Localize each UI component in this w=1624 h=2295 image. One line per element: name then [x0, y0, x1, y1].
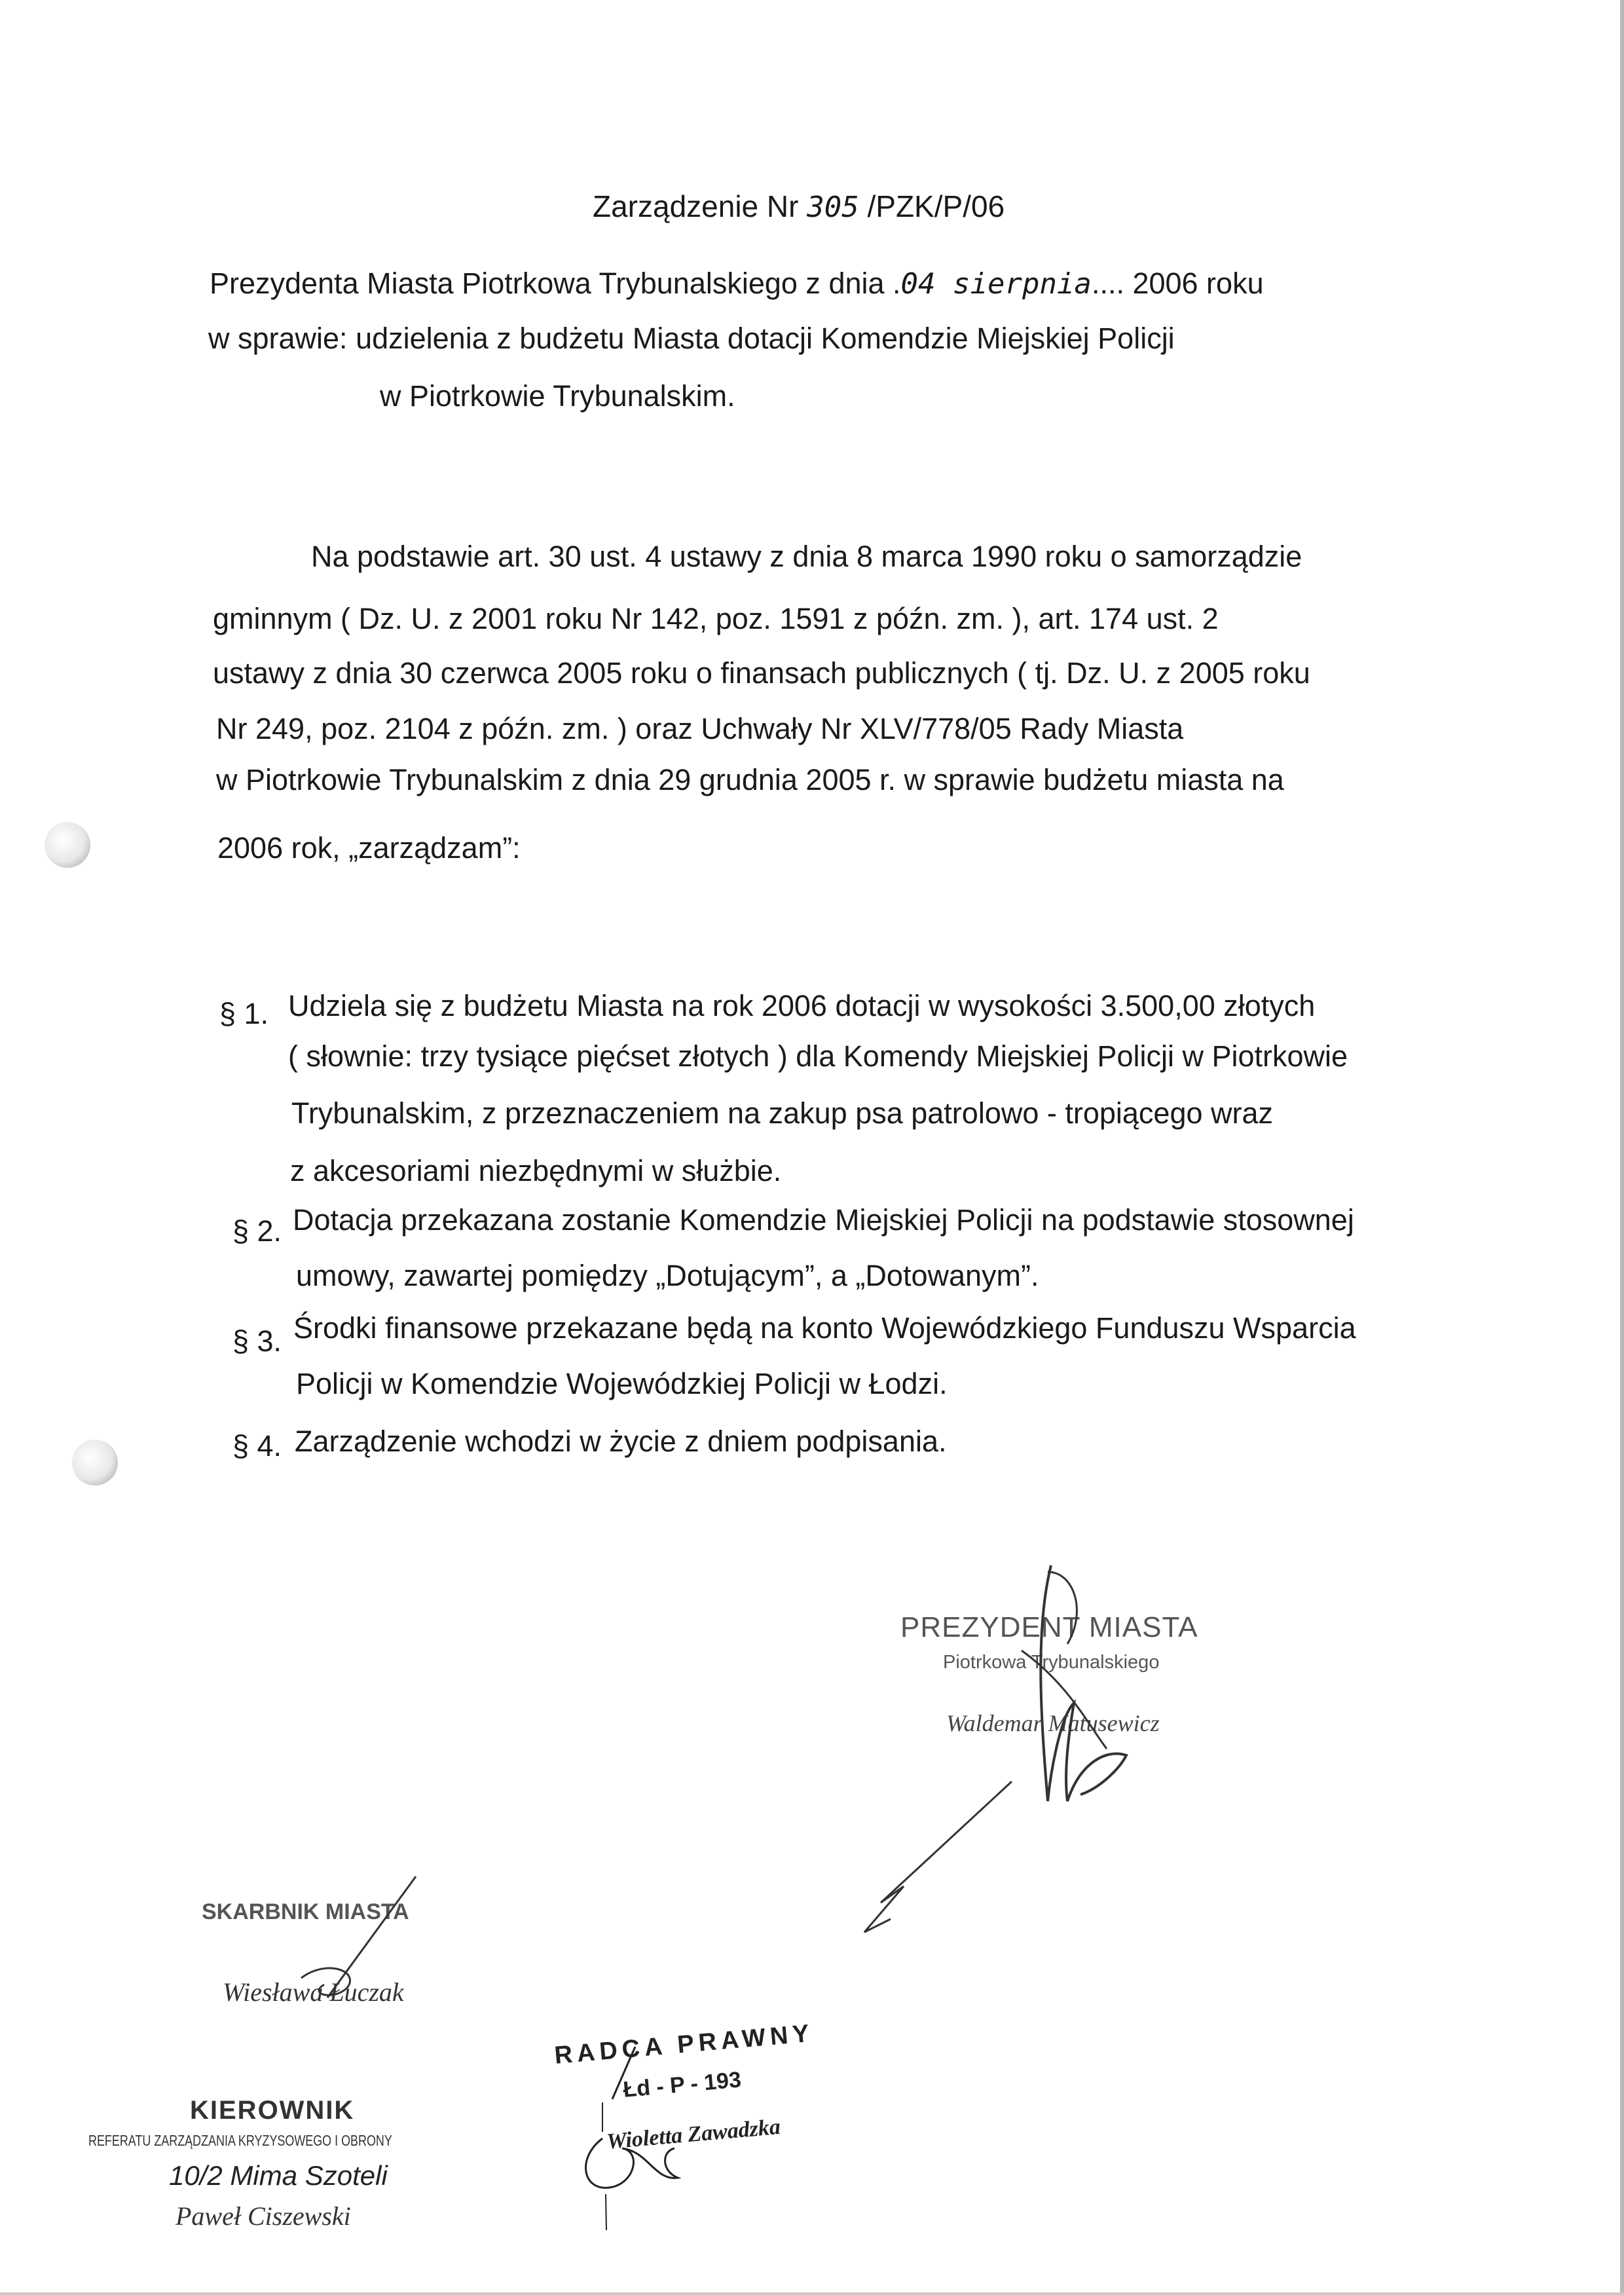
paragraph-line: ( słownie: trzy tysiące pięćset złotych ) dla Komendy Miejskiej Policji w Piotrkowie	[288, 1039, 1348, 1073]
paragraph-line: Policji w Komendzie Wojewódzkiej Policji w Łodzi.	[296, 1367, 948, 1400]
paragraph-number: § 4.	[232, 1429, 282, 1463]
president-stamp-title: PREZYDENT MIASTA	[900, 1611, 1198, 1643]
paragraph-line: Trybunalskim, z przeznaczeniem na zakup psa patrolowo - tropiącego wraz	[291, 1096, 1274, 1130]
paragraph-line: Środki finansowe przekazane będą na konto Wojewódzkiego Funduszu Wsparcia	[293, 1311, 1356, 1345]
punch-hole	[72, 1440, 118, 1485]
scan-edge	[1620, 0, 1624, 2295]
head-handwritten-note: 10/2 Mima Szoteli	[169, 2160, 388, 2191]
preamble-line: ustawy z dnia 30 czerwca 2005 roku o finansach publicznych ( tj. Dz. U. z 2005 roku	[213, 656, 1310, 690]
document-title: Zarządzenie Nr 305 /PZK/P/06	[593, 189, 1005, 224]
president-stamp-name: Waldemar Matusewicz	[946, 1710, 1160, 1736]
paragraph-line: Udziela się z budżetu Miasta na rok 2006 dotacji w wysokości 3.500,00 złotych	[288, 989, 1316, 1022]
treasurer-signature-icon	[288, 1873, 445, 2004]
paragraph-number: § 1.	[219, 997, 269, 1030]
president-signature-icon	[851, 1552, 1257, 1971]
preamble-line: 2006 rok, „zarządzam”:	[217, 831, 521, 865]
paragraph-line: umowy, zawartej pomiędzy „Dotującym”, a „Dotowanym”.	[296, 1259, 1039, 1292]
treasurer-stamp-title: SKARBNIK MIASTA	[202, 1899, 409, 1924]
preamble-line: w Piotrkowie Trybunalskim z dnia 29 grudnia 2005 r. w sprawie budżetu miasta na	[216, 763, 1284, 796]
legal-stamp-name: Wioletta Zawadzka	[606, 2114, 782, 2154]
preamble-line: Nr 249, poz. 2104 z późn. zm. ) oraz Uchwały Nr XLV/778/05 Rady Miasta	[216, 712, 1184, 745]
head-stamp-title: KIEROWNIK	[190, 2096, 355, 2125]
punch-hole	[45, 822, 90, 868]
preamble-line: gminnym ( Dz. U. z 2001 roku Nr 142, poz. 1591 z późn. zm. ), art. 174 ust. 2	[213, 602, 1219, 635]
legal-stamp-title: RADCA PRAWNY	[553, 2019, 815, 2070]
paragraph-line: z akcesoriami niezbędnymi w służbie.	[290, 1154, 782, 1187]
scan-edge	[0, 2292, 1624, 2295]
paragraph-number: § 3.	[232, 1324, 282, 1358]
subject-line: w sprawie: udzielenia z budżetu Miasta dotacji Komendzie Miejskiej Policji	[208, 322, 1175, 355]
head-stamp-subtitle: REFERATU ZARZĄDZANIA KRYZYSOWEGO I OBRONY	[88, 2132, 392, 2149]
legal-signature-icon	[563, 2040, 733, 2237]
head-stamp-name: Paweł Ciszewski	[175, 2201, 351, 2231]
handwritten-date: 04 sierpnia	[900, 267, 1092, 301]
issuer-line: Prezydenta Miasta Piotrkowa Trybunalskiego z dnia .04 sierpnia.... 2006 roku	[210, 267, 1264, 301]
handwritten-number: 305	[807, 191, 859, 224]
paragraph-line: Dotacja przekazana zostanie Komendzie Miejskiej Policji na podstawie stosownej	[293, 1203, 1354, 1237]
subject-line: w Piotrkowie Trybunalskim.	[380, 379, 735, 413]
treasurer-stamp-name: Wiesława Łuczak	[223, 1977, 404, 2007]
preamble-line: Na podstawie art. 30 ust. 4 ustawy z dnia 8 marca 1990 roku o samorządzie	[311, 540, 1302, 573]
paragraph-number: § 2.	[232, 1214, 282, 1248]
paragraph-line: Zarządzenie wchodzi w życie z dniem podpisania.	[295, 1425, 947, 1458]
president-stamp-subtitle: Piotrkowa Trybunalskiego	[943, 1652, 1160, 1673]
legal-stamp-number: Łd - P - 193	[622, 2067, 743, 2102]
